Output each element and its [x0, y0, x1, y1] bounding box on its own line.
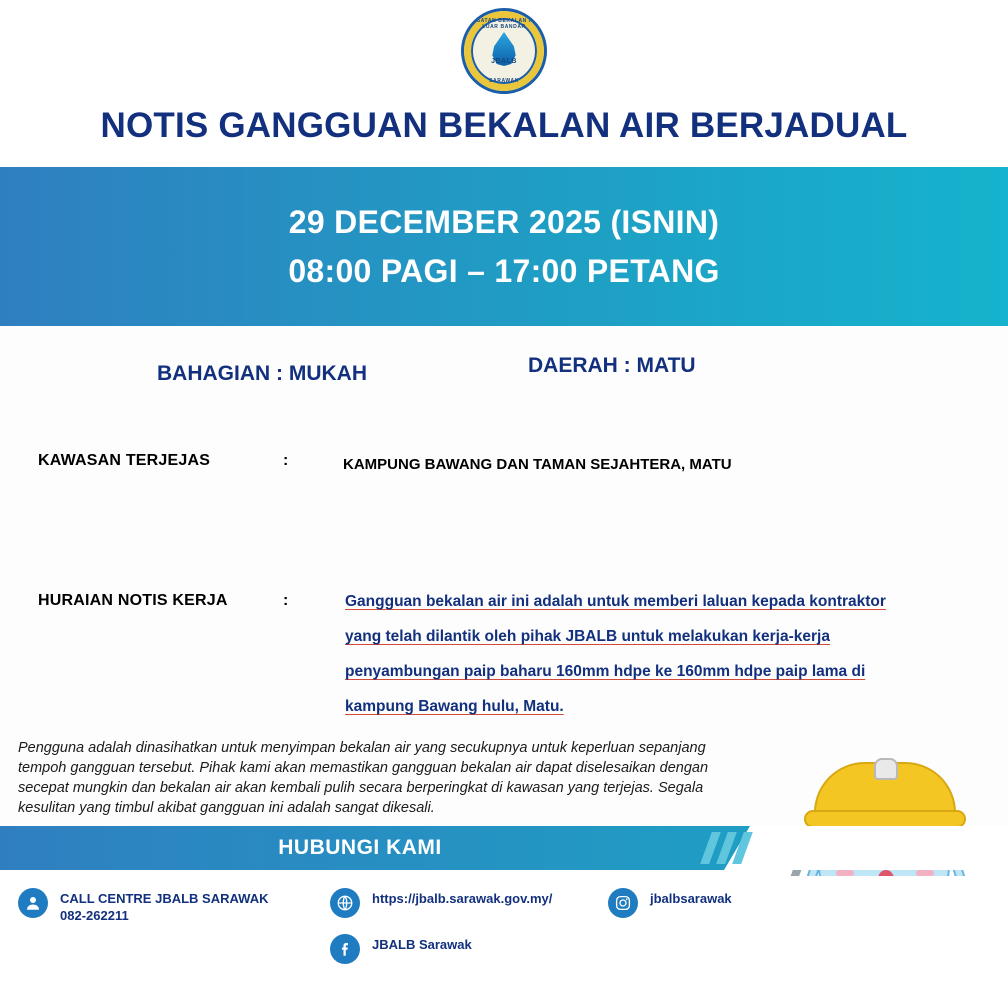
contact-heading-band [0, 826, 1008, 870]
helmet-lamp-icon [874, 758, 898, 780]
district-label: DAERAH : MATU [528, 354, 696, 377]
call-centre-item [18, 888, 269, 924]
affected-area-label: KAWASAN TERJEJAS [38, 452, 211, 469]
facebook-item[interactable] [330, 934, 472, 964]
call-centre-name: CALL CENTRE JBALB SARAWAK [60, 891, 269, 906]
notice-date: 29 DECEMBER 2025 (ISNIN) [288, 203, 720, 240]
page-title: NOTIS GANGGUAN BEKALAN AIR BERJADUAL [100, 106, 908, 145]
website-item[interactable] [330, 888, 552, 918]
facebook-icon [330, 934, 360, 964]
work-description-colon: : [283, 592, 289, 609]
affected-area-colon: : [283, 452, 289, 469]
contact-footer [0, 876, 1008, 986]
globe-icon [330, 888, 360, 918]
affected-area-value: KAMPUNG BAWANG DAN TAMAN SEJAHTERA, MATU [343, 456, 732, 473]
call-centre-number: 082-262211 [60, 908, 129, 923]
instagram-icon [608, 888, 638, 918]
person-icon [18, 888, 48, 918]
jbalb-logo [461, 8, 547, 94]
instagram-handle[interactable]: jbalbsarawak [650, 891, 732, 906]
logo-container [0, 8, 1008, 94]
contact-heading: HUBUNGI KAMI [278, 836, 442, 859]
instagram-item[interactable] [608, 888, 732, 918]
advisory-text: Pengguna adalah dinasihatkan untuk menyimpan bekalan air yang secukupnya untuk keperluan sepanjang tempoh gangguan tersebut. Pihak kami akan memastikan gangguan bekalan air dapat diselesaikan dengan secepat mungkin dan bekalan air akan kembali pulih secara berperingkat di kawasan yang terjejas. Segala kesulitan yang timbul akibat gangguan ini adalah sangat dikesali. [18, 740, 709, 816]
website-url[interactable]: https://jbalb.sarawak.gov.my/ [372, 891, 553, 906]
logo-acronym: JBALB [491, 58, 517, 65]
division-label: BAHAGIAN : MUKAH [157, 362, 367, 385]
call-centre-text [60, 888, 269, 924]
notice-time: 08:00 PAGI – 17:00 PETANG [288, 252, 720, 289]
work-description-label: HURAIAN NOTIS KERJA [38, 592, 228, 609]
date-band [0, 167, 1008, 326]
work-description-value: Gangguan bekalan air ini adalah untuk memberi laluan kepada kontraktor yang telah dilantik oleh pihak JBALB untuk melakukan kerja-kerja penyambungan paip baharu 160mm hdpe ke 160mm hdpe paip lama di kampung Bawang hulu, Matu. [345, 593, 886, 715]
logo-ring-bottom-text: SARAWAK [489, 78, 519, 84]
facebook-handle[interactable]: JBALB Sarawak [372, 937, 472, 952]
logo-ring-top-text: JABATAN BEKALAN AIR LUAR BANDAR [468, 18, 540, 30]
